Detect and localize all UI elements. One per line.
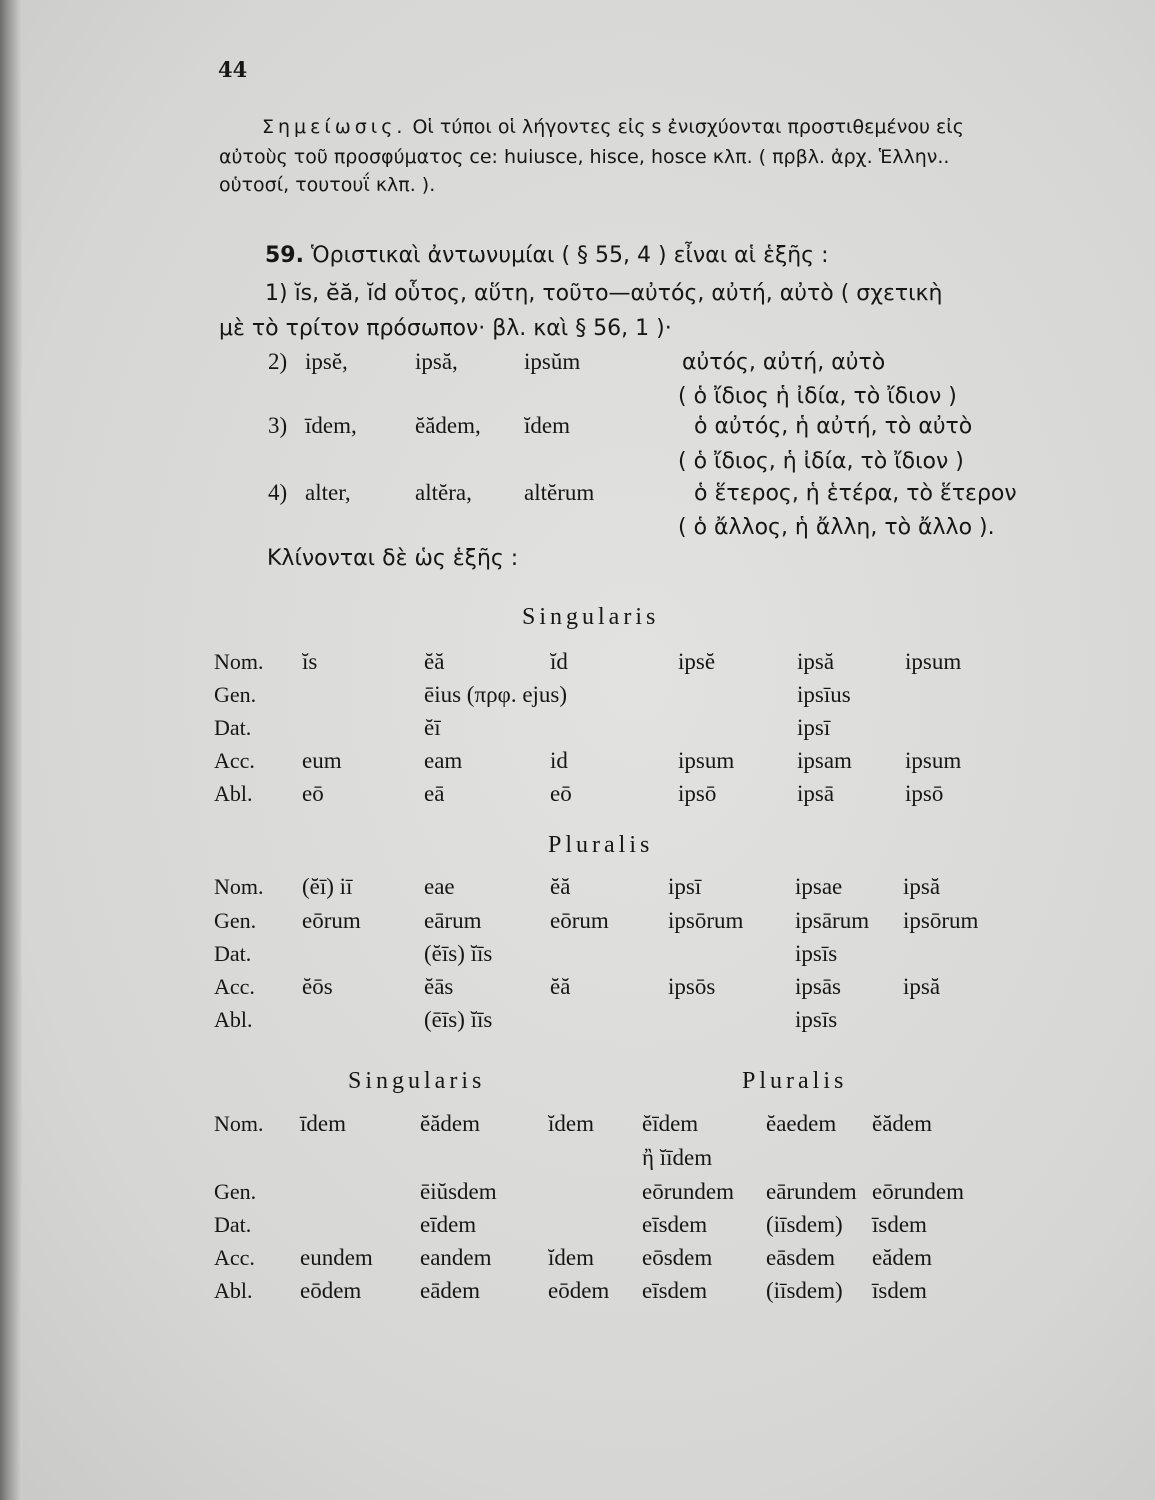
item-greek-alt: ( ὁ ἴδιος ἡ ἰδία, τὸ ἴδιον ) — [678, 384, 957, 409]
section-number: 59. — [265, 243, 304, 268]
declension-form: ĕă — [424, 649, 445, 674]
idem-singular-heading: Singularis — [348, 1068, 486, 1094]
declension-form: eum — [302, 748, 342, 773]
declension-form: eōsdem — [642, 1245, 713, 1270]
declension-form: ĕī — [424, 715, 441, 740]
declension-form: ĕă — [550, 874, 571, 899]
section-heading — [265, 243, 829, 268]
declension-form: eō — [302, 781, 324, 806]
note-line-2: αὐτοὺς τοῦ προσφύματος ce: huiusce, hisce, hosce κλπ. ( πρβλ. ἀρχ. Ἑλλην.. — [219, 146, 950, 168]
page-number: 44 — [218, 57, 248, 82]
declension-form: eōrum — [550, 908, 609, 933]
declension-form: ipsĕ — [678, 649, 716, 674]
declension-form: eōdem — [300, 1278, 362, 1303]
item-greek: ὁ ἕτερος, ἡ ἑτέρα, τὸ ἕτερον — [694, 481, 1017, 506]
item-latin: ipsă, — [415, 349, 458, 374]
declension-form: eam — [424, 748, 463, 773]
case-label: Acc. — [214, 1245, 255, 1270]
declension-form: ĕădem — [420, 1111, 481, 1136]
declension-form: ipsă — [903, 974, 941, 999]
item-1-line-2: μὲ τὸ τρίτον πρόσωπον· βλ. καὶ § 56, 1 )· — [219, 316, 672, 341]
declension-form: eōrundem — [872, 1179, 964, 1204]
declension-form: ipsum — [678, 748, 735, 773]
declension-form: ĭs — [302, 649, 318, 674]
declension-form: ĕădem — [872, 1111, 933, 1136]
declension-form: eāsdem — [766, 1245, 835, 1270]
declension-form: eae — [424, 874, 455, 899]
declension-form: ĭdem — [548, 1111, 594, 1136]
item-latin: ipsŭm — [524, 349, 581, 374]
declension-form: ipsae — [795, 874, 843, 899]
note-heading: Σημείωσις. — [262, 116, 407, 138]
declension-form: ĕīdem — [642, 1111, 699, 1136]
item-latin: altĕrum — [524, 480, 595, 505]
item-latin: ĕădem, — [415, 413, 481, 438]
idem-plural-heading: Pluralis — [742, 1068, 848, 1094]
declension-form: (iīsdem) — [766, 1212, 843, 1237]
item-latin: īdem, — [305, 413, 357, 438]
item-greek: ὁ αὐτός, ἡ αὐτή, τὸ αὐτὸ — [694, 414, 973, 439]
declension-form: īsdem — [872, 1212, 927, 1237]
item-1-line-1: 1) ĭs, ĕă, ĭd οὗτος, αὕτη, τοῦτο—αὐτός, αὐτή, αὐτὸ ( σχετικὴ — [265, 281, 943, 306]
case-label: Acc. — [214, 748, 255, 773]
declension-form: ĕās — [424, 974, 454, 999]
declension-intro: Κλίνονται δὲ ὡς ἑξῆς : — [267, 546, 519, 571]
case-label: Abl. — [214, 781, 253, 806]
case-label: Abl. — [214, 1007, 253, 1032]
item-latin: ipsĕ, — [305, 349, 348, 374]
declension-form: ĕōs — [302, 974, 333, 999]
item-greek-alt: ( ὁ ἴδιος, ἡ ἰδία, τὸ ἴδιον ) — [678, 449, 964, 474]
declension-form: eīsdem — [642, 1278, 708, 1303]
declension-form: ipsā — [797, 781, 835, 806]
item-greek: αὐτός, αὐτή, αὐτὸ — [682, 350, 886, 375]
declension-form: īsdem — [872, 1278, 927, 1303]
declension-form: eădem — [872, 1245, 933, 1270]
declension-form: eōrum — [302, 908, 361, 933]
note-line-3: οὑτοσί, τουτουΐ κλπ. ). — [219, 174, 436, 196]
declension-form: ĭd — [550, 649, 568, 674]
declension-form: ipsīs — [795, 941, 838, 966]
item-latin: alter, — [305, 480, 351, 505]
declension-form: ĕă — [550, 974, 571, 999]
declension-form: eō — [550, 781, 572, 806]
declension-form: eundem — [300, 1245, 373, 1270]
declension-form: (ĕīs) ĭīs — [424, 941, 493, 966]
declension-form: ipsam — [797, 748, 852, 773]
declension-form: ipsīus — [797, 682, 851, 707]
declension-form: ipsă — [797, 649, 835, 674]
declension-form: (ēīs) ĭīs — [424, 1007, 493, 1032]
declension-form: ipsō — [678, 781, 717, 806]
declension-form: eārum — [424, 908, 482, 933]
declension-form: eādem — [420, 1278, 481, 1303]
declension-form: ipsīs — [795, 1007, 838, 1032]
case-label: Nom. — [214, 649, 264, 674]
declension-form: eārundem — [766, 1179, 857, 1204]
case-label: Nom. — [214, 1111, 264, 1136]
declension-form: ἢ ĭīdem — [642, 1145, 713, 1170]
declension-form: īdem — [300, 1111, 346, 1136]
declension-form: ipsārum — [795, 908, 870, 933]
declension-form: (ĕī) iī — [302, 874, 353, 899]
declension-form: ipsī — [668, 874, 702, 899]
declension-form: ipsum — [905, 649, 962, 674]
case-label: Abl. — [214, 1278, 253, 1303]
declension-form: eōrundem — [642, 1179, 734, 1204]
declension-form: eīsdem — [642, 1212, 708, 1237]
item-greek-alt: ( ὁ ἄλλος, ἡ ἄλλη, τὸ ἄλλο ). — [678, 515, 995, 540]
declension-form: ipsă — [903, 874, 941, 899]
declension-form: ipsī — [797, 715, 831, 740]
item-num: 2) — [268, 349, 288, 374]
declension-form: ĕaedem — [766, 1111, 837, 1136]
case-label: Gen. — [214, 682, 257, 707]
note-text: Οἱ τύποι οἱ λήγοντες εἰς s ἐνισχύονται προστιθεμένου εἰς — [412, 116, 964, 138]
declension-form: (iīsdem) — [766, 1278, 843, 1303]
case-label: Dat. — [214, 941, 252, 966]
case-label: Dat. — [214, 715, 252, 740]
case-label: Gen. — [214, 1179, 257, 1204]
declension-form: ipsās — [795, 974, 841, 999]
declension-form: ipsōrum — [668, 908, 744, 933]
declension-form: ipsōrum — [903, 908, 979, 933]
declension-form: ipsōs — [668, 974, 716, 999]
declension-form: ipsum — [905, 748, 962, 773]
declension-form: eā — [424, 781, 445, 806]
declension-form: eandem — [420, 1245, 492, 1270]
declension-form: id — [550, 748, 568, 773]
case-label: Gen. — [214, 908, 257, 933]
declension-form: ēiŭsdem — [420, 1179, 497, 1204]
section-title: Ὁριστικαὶ ἀντωνυμίαι ( § 55, 4 ) εἶναι αἱ ἑξῆς : — [310, 243, 829, 268]
declension-form: ĭdem — [548, 1245, 594, 1270]
declension-form: eōdem — [548, 1278, 610, 1303]
book-spine-shadow — [0, 0, 22, 1500]
item-num: 3) — [268, 413, 288, 438]
declension-form: ipsō — [905, 781, 944, 806]
singular-heading: Singularis — [522, 604, 660, 630]
declension-form: eīdem — [420, 1212, 477, 1237]
plural-heading: Pluralis — [548, 832, 654, 858]
item-latin: altĕra, — [415, 480, 472, 505]
note-line-1 — [262, 116, 964, 138]
declension-form: ēius (πρφ. ejus) — [424, 682, 568, 707]
case-label: Dat. — [214, 1212, 252, 1237]
case-label: Nom. — [214, 874, 264, 899]
item-num: 4) — [268, 480, 288, 505]
case-label: Acc. — [214, 974, 255, 999]
item-latin: ĭdem — [524, 413, 570, 438]
